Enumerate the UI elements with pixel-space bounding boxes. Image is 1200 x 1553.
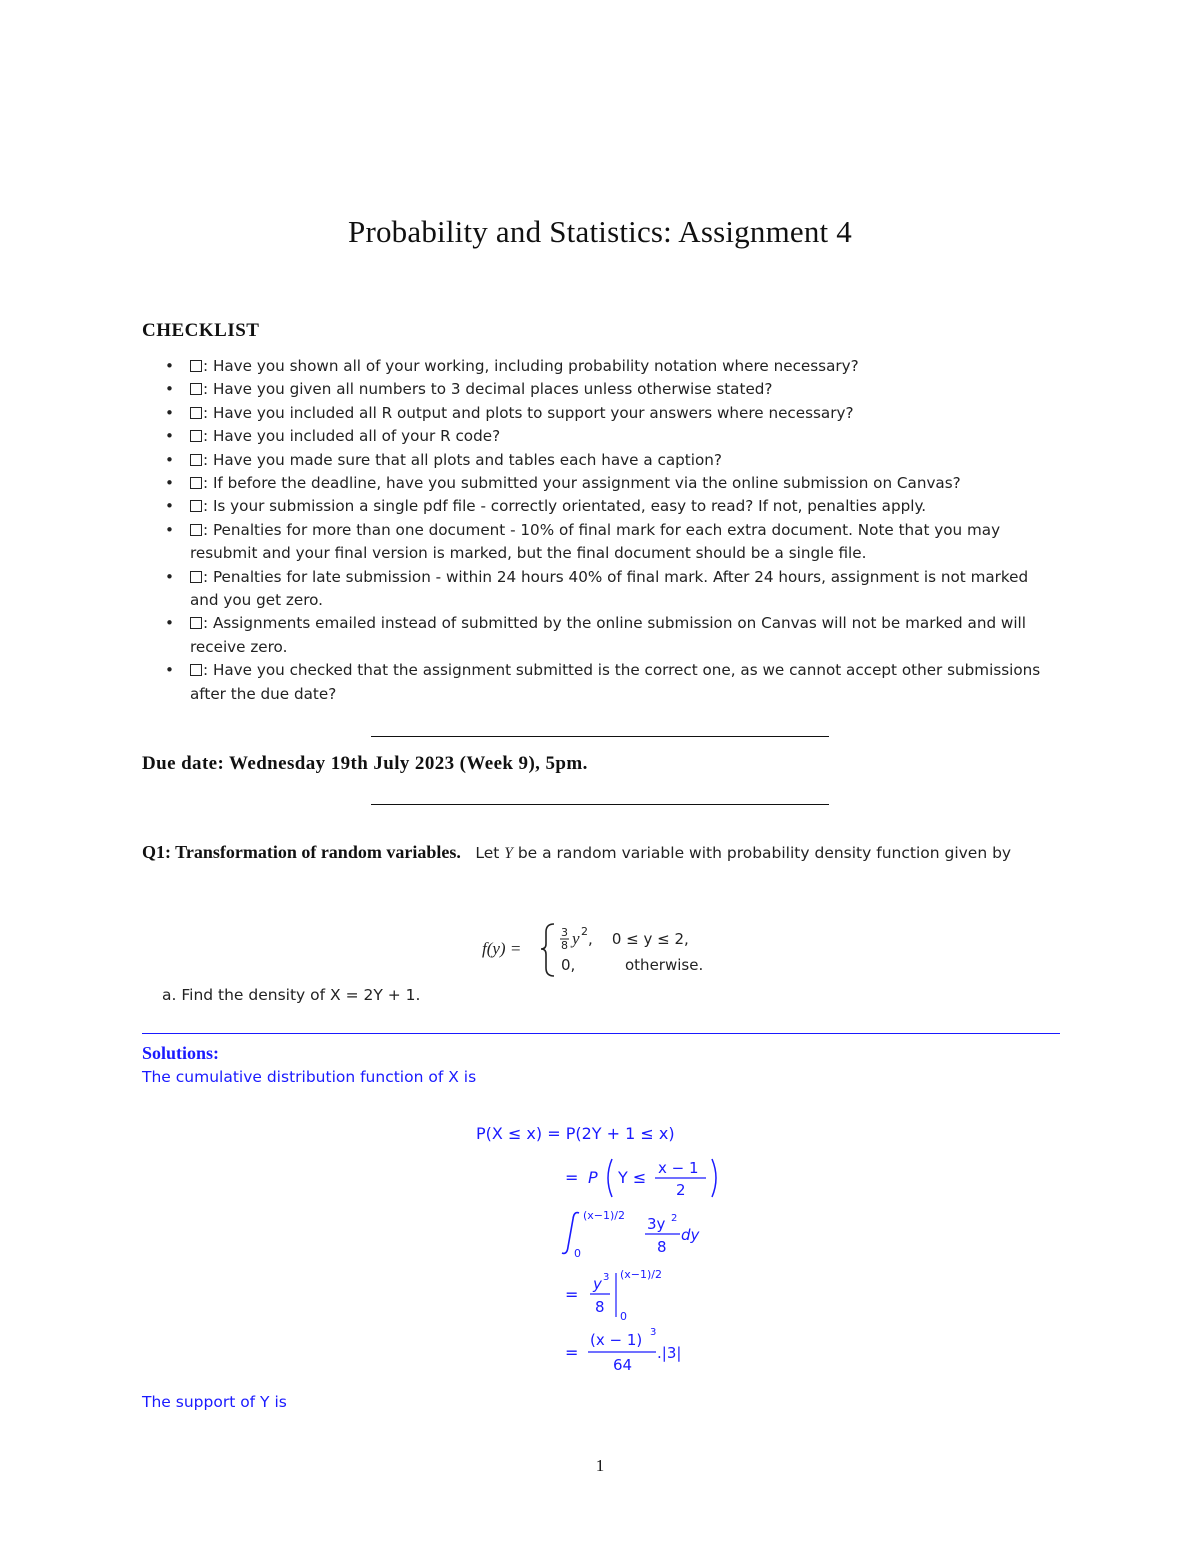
- derivation-inner: Y ≤: [618, 1168, 647, 1187]
- bullet-icon: •: [165, 403, 174, 422]
- checkbox-icon: [190, 454, 202, 466]
- checklist-item: [142, 425, 1060, 448]
- question-1: [142, 840, 1060, 866]
- equals-sign: =: [565, 1168, 579, 1187]
- derivation-frac-num: x − 1: [658, 1159, 699, 1177]
- checkbox-icon: [190, 360, 202, 372]
- checklist-item-text: : Penalties for more than one document - 10% of final mark for each extra document. Note that you may resubmit and your final version is marked, but the final document should be a single file.: [190, 520, 1001, 563]
- checklist: [142, 355, 1060, 706]
- question-body: [475, 844, 1011, 862]
- checkbox-icon: [190, 617, 202, 629]
- solutions-heading: Solutions:: [142, 1043, 220, 1063]
- solution-derivation: [440, 1115, 760, 1385]
- derivation-frac-den: 2: [676, 1181, 686, 1199]
- bullet-icon: •: [165, 567, 174, 586]
- pdf-term: y: [572, 929, 580, 948]
- checklist-item: [142, 519, 1060, 566]
- checklist-item-text: : Have you shown all of your working, including probability notation where necessary?: [203, 357, 859, 375]
- derivation-line-1: P(X ≤ x) = P(2Y + 1 ≤ x): [476, 1124, 675, 1143]
- integral-upper: (x−1)/2: [583, 1209, 626, 1222]
- bullet-icon: •: [165, 380, 174, 399]
- result-tail: .|3|: [657, 1344, 682, 1362]
- pdf-cond-2: otherwise.: [625, 956, 704, 974]
- checklist-item-text: : Have you included all of your R code?: [203, 427, 501, 446]
- solution-divider: [142, 1033, 1060, 1034]
- checkbox-icon: [190, 664, 202, 676]
- result-num-exp: 3: [650, 1327, 657, 1338]
- checklist-item: [142, 402, 1060, 425]
- checklist-item-text: : Penalties for late submission - within 24 hours 40% of final mark. After 24 hours, assignment is not marked and you get zero.: [190, 567, 1029, 610]
- checklist-item-text: : Have you given all numbers to 3 decimal places unless otherwise stated?: [203, 380, 773, 399]
- bullet-icon: •: [165, 357, 174, 375]
- due-date: Due date: Wednesday 19th July 2023 (Week 9), 5pm.: [142, 753, 588, 774]
- question-body-suffix: be a random variable with probability density function given by: [517, 844, 1012, 862]
- checklist-item-text: : Have you included all R output and plots to support your answers where necessary?: [203, 403, 854, 422]
- pdf-case-2: 0,: [561, 956, 576, 974]
- checklist-item-text: : Have you made sure that all plots and tables each have a caption?: [203, 450, 722, 469]
- checklist-item: [142, 355, 1060, 378]
- right-paren-icon: [712, 1159, 716, 1197]
- result-den: 64: [613, 1356, 633, 1374]
- checklist-item-text: : If before the deadline, have you submitted your assignment via the online submission on Canvas?: [203, 474, 961, 493]
- checklist-item-text: : Have you checked that the assignment submitted is the correct one, as we cannot accept other submissions after the due date?: [190, 661, 1041, 703]
- eval-den: 8: [595, 1298, 605, 1316]
- eval-num: y: [593, 1275, 602, 1293]
- checklist-item: [142, 612, 1060, 659]
- solution-text-cdf: The cumulative distribution function of X is: [142, 1068, 477, 1086]
- integral-dy: dy: [681, 1226, 700, 1244]
- pdf-equation: [482, 918, 742, 980]
- integral-den: 8: [657, 1238, 667, 1256]
- checkbox-icon: [190, 407, 202, 419]
- checkbox-icon: [190, 430, 202, 442]
- bullet-icon: •: [165, 474, 174, 493]
- bullet-icon: •: [165, 520, 174, 539]
- left-paren-icon: [608, 1159, 612, 1197]
- solution-text-support: The support of Y is: [142, 1393, 287, 1411]
- checklist-item: [142, 378, 1060, 401]
- question-heading: Q1: Transformation of random variables.: [142, 842, 461, 862]
- bullet-icon: •: [165, 614, 174, 633]
- pdf-exp: 2: [581, 925, 588, 938]
- divider-bottom: [371, 804, 829, 805]
- eval-upper: (x−1)/2: [620, 1268, 663, 1281]
- page-number: 1: [595, 1456, 605, 1475]
- integral-num-exp: 2: [671, 1213, 678, 1224]
- left-brace-icon: [541, 924, 554, 976]
- checkbox-icon: [190, 383, 202, 395]
- eval-lower: 0: [620, 1310, 627, 1323]
- eval-num-exp: 3: [603, 1272, 610, 1283]
- pdf-frac-den: 8: [561, 939, 568, 952]
- pdf-cond-1: , 0 ≤ y ≤ 2,: [588, 930, 689, 948]
- bullet-icon: •: [165, 497, 174, 516]
- checklist-item-text: : Is your submission a single pdf file - correctly orientated, easy to read? If not, penalties apply.: [203, 497, 927, 516]
- checkbox-icon: [190, 571, 202, 583]
- checklist-item: [142, 449, 1060, 472]
- pdf-frac-num: 3: [561, 926, 568, 939]
- variable-y: Y: [504, 845, 513, 862]
- derivation-p: P: [588, 1168, 598, 1187]
- integral-lower: 0: [574, 1247, 581, 1260]
- pdf-lhs: f(y) =: [482, 939, 522, 958]
- document-title: Probability and Statistics: Assignment 4: [348, 214, 852, 249]
- checklist-item: [142, 566, 1060, 613]
- question-body-prefix: Let: [475, 844, 500, 862]
- checklist-heading: CHECKLIST: [142, 320, 260, 341]
- checklist-item: [142, 659, 1060, 706]
- checklist-item-text: : Assignments emailed instead of submitted by the online submission on Canvas will not be marked and will receive zero.: [190, 614, 1026, 656]
- checklist-item: [142, 495, 1060, 518]
- bullet-icon: •: [165, 427, 174, 446]
- checklist-item: [142, 472, 1060, 495]
- checkbox-icon: [190, 500, 202, 512]
- checkbox-icon: [190, 524, 202, 536]
- bullet-icon: •: [165, 450, 174, 469]
- result-num: (x − 1): [590, 1331, 643, 1349]
- bullet-icon: •: [165, 661, 174, 680]
- checkbox-icon: [190, 477, 202, 489]
- part-a: a. Find the density of X = 2Y + 1.: [162, 986, 421, 1004]
- divider-top: [371, 736, 829, 737]
- equals-sign: =: [565, 1285, 579, 1304]
- integral-num: 3y: [647, 1215, 666, 1233]
- equals-sign: =: [565, 1343, 579, 1362]
